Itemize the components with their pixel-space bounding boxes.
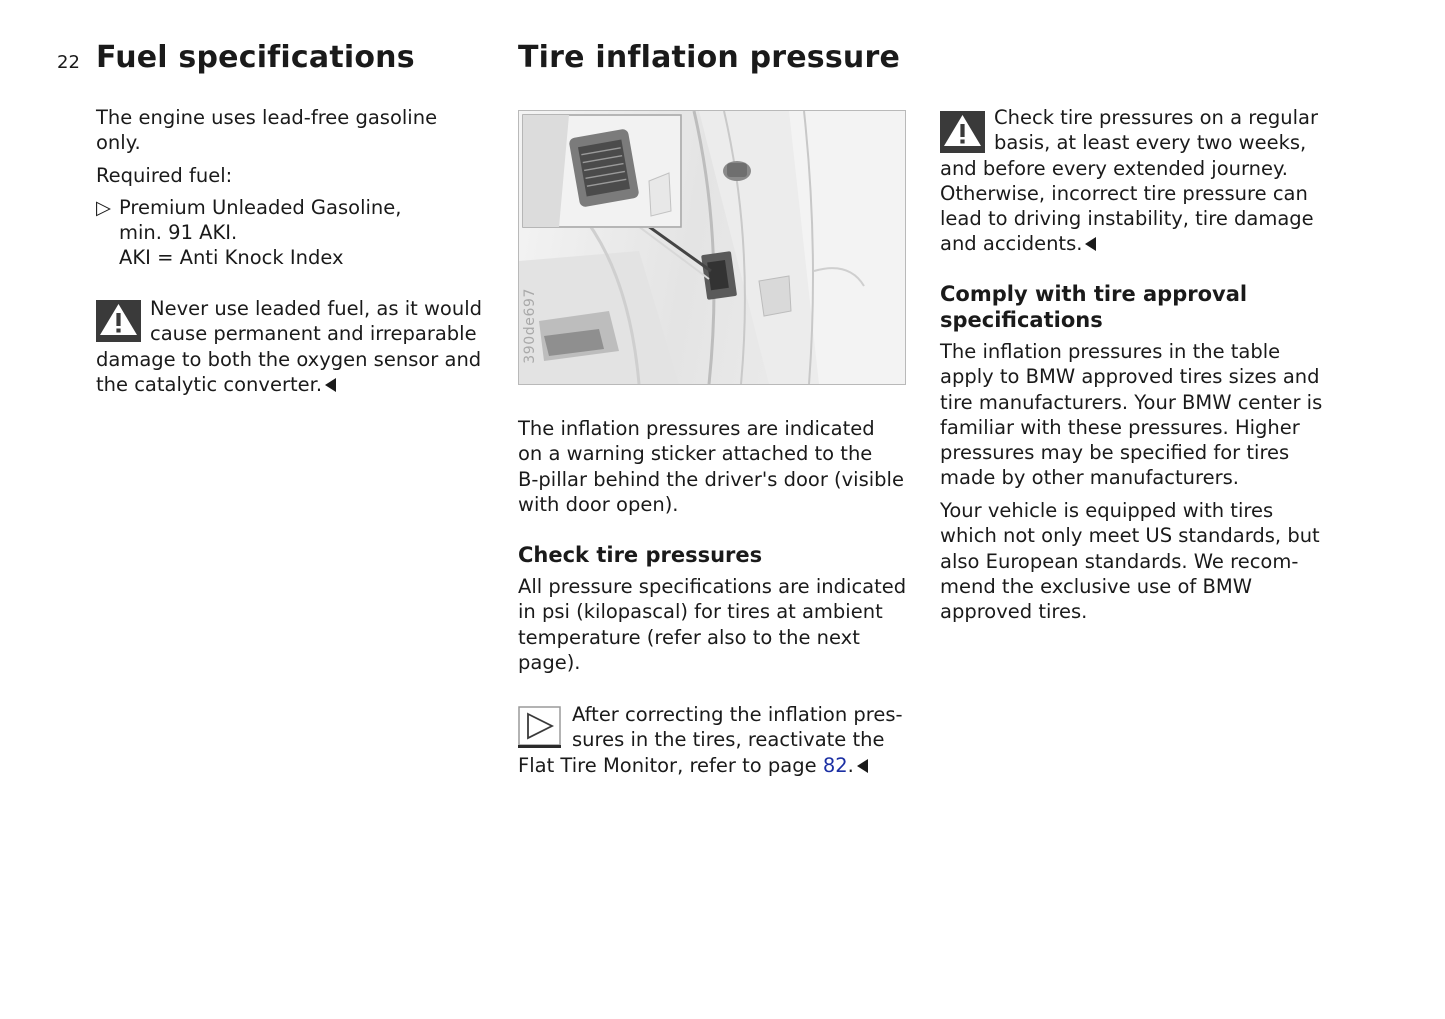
fuel-warning-line4: [96, 372, 516, 397]
tire-warning-top: [994, 105, 1394, 156]
fuel-list-line3: AKI = Anti Knock Index: [119, 246, 344, 270]
b-pillar-illustration: [519, 111, 905, 384]
approval-heading-line1: Comply with tire approval: [940, 282, 1248, 306]
note-line1: After correcting the inflation pres-: [572, 703, 903, 726]
approval-heading: [940, 282, 1380, 333]
fuel-warning-line2: cause permanent and irreparable: [150, 322, 477, 346]
end-mark-icon: [1085, 237, 1096, 251]
fuel-warning-line3: damage to both the oxygen sensor and: [96, 347, 482, 371]
check-heading: Check tire pressures: [518, 543, 763, 567]
tire-warning-bottom: [940, 156, 1380, 257]
fuel-warning-line1: Never use leaded fuel, as it would: [150, 297, 483, 320]
fuel-warning-top: [150, 296, 510, 347]
fuel-list-line1: Premium Unleaded Gasoline,: [119, 195, 402, 219]
tire-caption-line4: with door open).: [518, 492, 679, 516]
tire-warn-line4: Otherwise, incorrect tire pressure can: [940, 181, 1308, 205]
check-line4: page).: [518, 650, 581, 674]
check-line3: temperature (refer also to the next: [518, 625, 860, 649]
approval-p2-line2: which not only meet US standards, but: [940, 524, 1320, 548]
fuel-section: [96, 105, 506, 271]
note-line3-prefix: Flat Tire Monitor, refer to page: [518, 753, 823, 777]
fuel-list-item: [96, 195, 506, 271]
fuel-para1-line1: The engine uses lead-free gasoline: [96, 106, 438, 129]
warning-triangle-icon: [940, 111, 985, 153]
tire-warn-line5: lead to driving instability, tire damage: [940, 207, 1314, 231]
tire-warn-line1: Check tire pressures on a regular: [994, 106, 1318, 129]
approval-p2-line3: also European standards. We recom-: [940, 549, 1299, 573]
approval-p2-line4: mend the exclusive use of BMW: [940, 574, 1252, 598]
check-paragraph: [518, 574, 928, 675]
tire-warn-line3: and before every extended journey.: [940, 156, 1288, 180]
figure-code: 390de697: [522, 288, 538, 364]
tire-warn-line6: [940, 231, 1380, 256]
approval-p1-line5: pressures may be specified for tires: [940, 441, 1290, 465]
tire-warn-line2: basis, at least every two weeks,: [994, 131, 1307, 155]
note-arrow-icon: [518, 706, 561, 748]
fuel-warning-line4-text: the catalytic converter.: [96, 372, 323, 396]
approval-p1-line6: made by other manufacturers.: [940, 466, 1239, 490]
approval-p1-line2: apply to BMW approved tires sizes and: [940, 365, 1320, 389]
check-line1: All pressure specifications are indicated: [518, 575, 907, 598]
approval-heading-line2: specifications: [940, 307, 1103, 332]
fuel-warning-bottom: [96, 347, 516, 398]
warning-triangle-icon: [96, 300, 141, 342]
tire-warn-line6-text: and accidents.: [940, 232, 1083, 256]
approval-p2-line1: Your vehicle is equipped with tires: [940, 499, 1274, 522]
tire-caption: [518, 416, 928, 517]
end-mark-icon: [325, 378, 336, 392]
fuel-para1-line2: only.: [96, 131, 141, 155]
fuel-required: Required fuel:: [96, 163, 233, 187]
approval-p1-line3: tire manufacturers. Your BMW center is: [940, 390, 1323, 414]
page-82-link[interactable]: 82: [822, 753, 848, 777]
page-number: 22: [57, 52, 80, 73]
list-bullet-icon: ▷: [96, 195, 111, 219]
fuel-heading: Fuel specifications: [96, 40, 415, 75]
tire-caption-line2: on a warning sticker attached to the: [518, 442, 873, 466]
note-suffix: .: [847, 753, 854, 777]
fuel-list-line2: min. 91 AKI.: [119, 221, 238, 245]
note-line2: sures in the tires, reactivate the: [572, 728, 885, 752]
tire-caption-line1: The inflation pressures are indicated: [518, 417, 875, 440]
note-bottom: [518, 753, 928, 778]
tire-heading: Tire inflation pressure: [518, 40, 901, 75]
end-mark-icon: [857, 759, 868, 773]
note-line3: [518, 753, 928, 778]
b-pillar-figure: [518, 110, 906, 385]
approval-p2-line5: approved tires.: [940, 600, 1088, 624]
approval-paragraph-2: [940, 498, 1380, 624]
approval-p1-line1: The inflation pressures in the table: [940, 340, 1281, 363]
approval-paragraph-1: [940, 339, 1380, 491]
tire-caption-line3: B-pillar behind the driver's door (visible: [518, 467, 904, 491]
check-line2: in psi (kilopascal) for tires at ambient: [518, 600, 883, 624]
approval-p1-line4: familiar with these pressures. Higher: [940, 415, 1300, 439]
note-top: [572, 702, 922, 753]
